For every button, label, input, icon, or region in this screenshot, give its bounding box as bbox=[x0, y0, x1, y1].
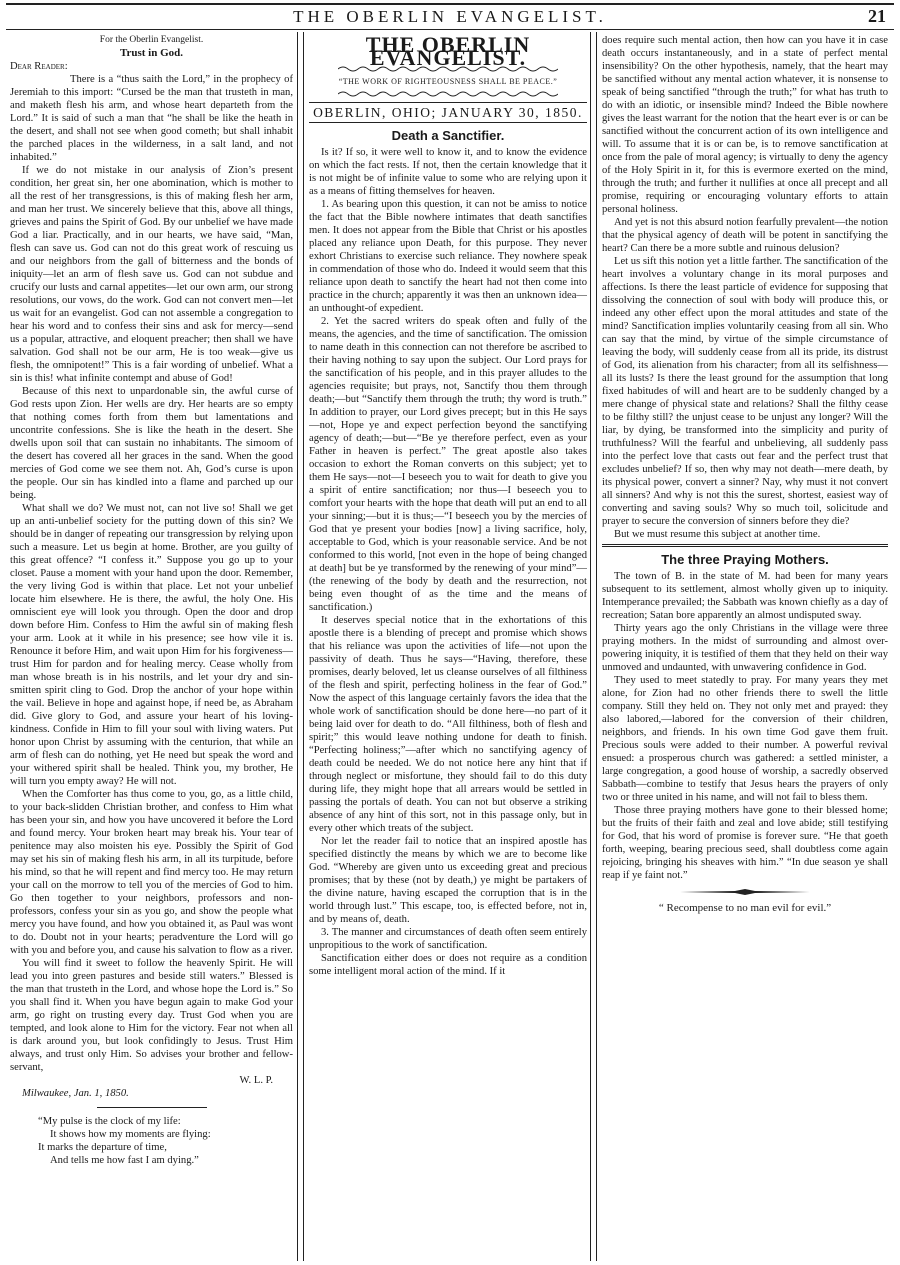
poem-line: It marks the departure of time, bbox=[38, 1142, 167, 1153]
page-number: 21 bbox=[868, 6, 886, 26]
paragraph: Let us sift this notion yet a little farther. The sanctification of the heart involves a voluntary change in its moral purposes and affections. Is there the least particle of evidence for supposing that dissolving the connection of soul with body will produce this, or indeed any other effect upon the moral attitudes and state of the mind? Sanctification implies voluntarily ceasing from all sin. Who can say that the mind, by virtue of the simple circumstance of leaving the body, will suddenly cease from all its pride, its distrust of God, its alienation from his character; from all its selfishness—all its lusts? Is there the least ground for the assumption that long fixed habitudes of will and heart are to be suddenly changed by a mere change of physical state and relations? Shall the filthy cease to be filthy still? the unjust cease to be unjust any longer? Will the liar, by dying, be transformed into the simplicity and purity of truthfulness? Will the fearful and unbelieving, all suddenly pass into the perfect love that casts out fear and the perfect trust that excludes unbelief? If so, then why may not death—mere death, by its physical power, convert a sinner? Nay, why must it not convert all sinners? And why is not this the surest, shortest, easiest way of converting and saving souls? Why so much toil, solicitude and prayer to secure the conversion of sinners before they die? bbox=[602, 256, 888, 527]
column-rule-left bbox=[297, 32, 304, 1261]
head-bottom-rule bbox=[6, 29, 894, 30]
salutation: Dear Reader: bbox=[10, 61, 68, 72]
poem-line: It shows how my moments are flying: bbox=[50, 1129, 211, 1140]
running-title: THE OBERLIN EVANGELIST. bbox=[293, 7, 607, 26]
place-date: Milwaukee, Jan. 1, 1850. bbox=[22, 1088, 129, 1099]
paragraph: 1. As bearing upon this question, it can not be amiss to notice the fact that the Bible nowhere intimates that death sanctifies men. It does not appear from the Bible that Christ or his apostles placed any reliance upon Death, for this purpose. They never exhort Christians to exercise such reliance. They nowhere speak in commendation of those who do. Indeed it would seem that this reliance upon death to sanctify the heart had not then come into practice in the church; apparently it was then an unknown idea—an unthought-of expedient. bbox=[309, 199, 587, 314]
signature: W. L. P. bbox=[239, 1075, 273, 1086]
middle-column bbox=[309, 34, 587, 1259]
article-heading-mothers: The three Praying Mothers. bbox=[661, 552, 829, 567]
poem bbox=[10, 1115, 293, 1167]
top-rule bbox=[6, 3, 894, 5]
right-column bbox=[602, 34, 888, 1259]
section-rule bbox=[602, 544, 888, 547]
masthead-motto: “THE WORK OF RIGHTEOUSNESS SHALL BE PEACE.” bbox=[338, 77, 558, 86]
paragraph: It deserves special notice that in the exhortations of this apostle there is a blending of precept and promise which shows that his reliance was upon the activities of life—not upon the passivity of death. Thus he says—“Having, therefore, these promises, dearly beloved, let us cleanse ourselves of all filthiness of the flesh and spirit, perfecting holiness in the fear of God.” Now the aspect of this language certainly favors the idea that the whole work of sanctification should be done here—no part of it being laid over for death to do. “All filthiness, both of flesh and spirit;” this would leave nothing undone for death to finish. “Perfecting holiness;”—after which no sanctifying agency of death could be needed. We do not notice here any hint that if through neglect or misfortune, they should fail to do this duty during life, they might hope that all arrears would be settled in passing the portals of death. You can not but observe a striking absence of any hint of this sort, not in this passage only, but in every other which treats of the subject. bbox=[309, 615, 587, 834]
closing-line: “ Recompense to no man evil for evil.” bbox=[658, 902, 832, 914]
ornamental-divider bbox=[680, 888, 810, 896]
column-rule-right bbox=[590, 32, 597, 1261]
paragraph: If we do not mistake in our analysis of Zion’s present condition, her great sin, her one abomination, which is mother to all the rest of her transgressions, is this of making flesh her arm, and man her trust. We sincerely believe that this, above all things, grieves and pains the Spirit of God. By our unbelief we have made God a liar. Practically, and in our hearts, we have said, “Man, flesh can save us. God can not do this great work of rescuing us and our neighbors from the gall of bitterness and the bonds of iniquity—let an arm of flesh save us. God can not subdue and crucify our lusts and carnal appetites—let our own arm, our strong resolutions, our vows, do the work. God can not convert men—let us wait for an evangelist. God can not assemble a congregation to hear his word and to confess their sins and ask for mercy—send us a popular, attractive, and eloquent preacher; then shall we have salvation. God shall not be our arm, He is too weak—give us flesh, the omnipotent!” This is a fair wording of unbelief. What a sin is this! what infinite contempt and abuse of God! bbox=[10, 165, 293, 384]
article-heading-death: Death a Sanctifier. bbox=[391, 128, 505, 143]
paragraph: 2. Yet the sacred writers do speak often and fully of the means, the agencies, and the time of sanctification. The omission to name death in this connection can not therefore be ascribed to their having nothing to say upon the subject. Our Lord prays for the sanctification of his people, and in this prayer alludes to the agencies requisite; but prays, not, Sanctify thou them through death;—but “Sanctify them through the truth; thy word is truth.” In addition to prayer, our Lord gives precept; but in this He says—not, Hope ye and expect perfection beyond the sanctifying agency of death;—but—“Be ye therefore perfect, even as your Father in heaven is perfect.” The great apostle also takes occasion to exhort the Roman converts on this subject; yet to them He says—not—I beseech you to wait for death to give you a spirit of entire sanctification; nor thus—I beseech you to comfort your hearts with the hope that death will put an end to all your sinning;—but it is thus;—“I beseech you by the mercies of God that ye present your bodies [now] a living sacrifice, holy, acceptable to God, which is your reasonable service. And be not conformed to this world, [not even in the hope of being changed at death] but be ye transformed by the renewing of your mind”—(the renewing of the body by death and the resurrection, not being even thought of as the time and the means of sanctification.) bbox=[309, 316, 587, 613]
divider bbox=[97, 1107, 207, 1108]
paragraph: They used to meet statedly to pray. For many years they met alone, for Zion had no other friends there to swell the little company. Still they held on. They not only met and prayed: they also labored,—labored for the conversion of their children, neighbors, and friends. In his own time God gave them fruit. Precious souls were added to their number. A powerful revival ensued: a prosperous church was gathered: a settled minister, a large congregation, a good house of worship, a sacredly observed Sabbath—combine to testify that Jesus hears the prayers of only two or three united in his name, and will not fail to bless them. bbox=[602, 675, 888, 803]
paragraph: When the Comforter has thus come to you, go, as a little child, to your back-slidden Christian brother, and confess to Him what has been your sin, and how you have uncovered it before the Lord and found mercy. Your broken heart may break his. Your tear of penitence may also moisten his eye. Possibly the Spirit of God may set his sin of making flesh his arm, in all its turpitude, before his mind, so that he will repent and find mercy too. He may return your call on the morrow to tell you of the mercies of God to him. Go then together to your neighbors, professors and non-professors, confess your sin as you go, and show the people what mercy you have found, and how you obtained it, as Paul was wont to do. Doubt not in your hearts; peradventure the Lord will go with you and before you, and cause his salvation to flow as a river. bbox=[10, 789, 293, 956]
paragraph: Sanctification either does or does not require as a condition some intelligent moral action of the mind. If it bbox=[309, 953, 587, 977]
source-line: For the Oberlin Evangelist. bbox=[99, 35, 204, 45]
masthead-dateline: OBERLIN, OHIO; JANUARY 30, 1850. bbox=[309, 102, 587, 123]
paragraph: Because of this next to unpardonable sin, the awful curse of God rests upon Zion. Her wells are dry. Her hearts are so empty that nothing comes forth from them but lamentations and uncontrite confessions. She is like the heath in the desert. She dwells upon soil that can sustain no inhabitants. The simoom of the desert has covered all her graces in the sand. When the good mercies of God come we see them not. Ah, God’s curse is upon the people. Our sin has kindled into a flame and parched up our being. bbox=[10, 386, 293, 501]
paragraph: Those three praying mothers have gone to their blessed home; but the fruits of their faith and zeal and love abide; still testifying for God, that his word of promise is forever sure. “He that goeth forth, weeping, bearing precious seed, shall doubtless come again rejoicing, bringing his sheaves with him.” “In due season ye shall reap if ye faint not.” bbox=[602, 805, 888, 881]
left-column bbox=[10, 34, 293, 1259]
masthead-title: THE OBERLIN EVANGELIST. bbox=[365, 34, 531, 70]
running-head bbox=[0, 0, 900, 30]
paragraph: Nor let the reader fail to notice that an inspired apostle has specified distinctly the means by which we are to become like God. “Whereby are given unto us exceeding great and precious promises; that by these (not by death,) ye might be partakers of the divine nature, having escaped the corruption that is in the world through lust.” This escape, too, is effected before, not in, and by means of, death. bbox=[309, 836, 587, 925]
paragraph: Thirty years ago the only Christians in the village were three praying mothers. In the midst of surrounding and almost over-powering iniquity, it is testified of them that they held on their way unmoved and undaunted, with unwavering confidence in God. bbox=[602, 623, 888, 673]
poem-line: And tells me how fast I am dying.” bbox=[50, 1155, 199, 1166]
paragraph: The town of B. in the state of M. had been for many years subsequent to its settlement, almost wholly given up to iniquity. Intemperance prevailed; the Sabbath was known chiefly as a day of recreation; Satan bore apparently an almost undisputed sway. bbox=[602, 571, 888, 621]
paragraph: There is a “thus saith the Lord,” in the prophecy of Jeremiah to this import: “Cursed be the man that trusteth in man, and maketh flesh his arm, and whose heart departeth from the Lord.” It is said of such a man that “he shall be like the heath in the desert, and shall not see when good cometh; but shall inhabit the parched places in the wilderness, in a salt land, and not inhabited.” bbox=[10, 74, 293, 163]
paragraph: What shall we do? We must not, can not live so! Shall we get up an anti-unbelief society for the putting down of this sin? We should be in danger of repeating our transgression by relying upon such a measure. Let us begin at home. Brother, are you guilty of this great offence? “I confess it.” Suppose you go up to your closet. Pause a moment with your hand upon the door. Remember, the very living God is within that place. Let not your unbelief locate him elsewhere. He is there, the awful, the holy One. His omniscient eye will look you through. Open the door and drop down before Him. Confess to Him the awful sin of making flesh your arm. Look at it while in his presence; see how vile it is. Renounce it before Him, and wait upon Him for his forgiveness—trust Him for pardon and for healing mercy. Cease wholly from man whose breath is in his nostrils, and let your dry and sin-smitten spirit cling to God. Drop the anchor of your hope within the vail. Believe in hope and against hope, if need be, as Abraham did. Give glory to God, and assure your heart of his loving-kindness. Confide in Him to fill your soul with living waters. Put honor upon Christ by assuming with the centurion, that while an arm of flesh can do nothing, yet He need but speak the word and your withered spirit shall be healed. Think you, my brother, He will turn you empty away? He will not. bbox=[10, 503, 293, 787]
wave-ornament-bottom bbox=[338, 90, 558, 98]
poem-line: “My pulse is the clock of my life: bbox=[38, 1116, 181, 1127]
paragraph: But we must resume this subject at another time. bbox=[614, 529, 821, 540]
paragraph: 3. The manner and circumstances of death often seem entirely unpropitious to the work of sanctification. bbox=[309, 927, 587, 951]
paragraph: Is it? If so, it were well to know it, and to know the evidence on which the fact rests. If not, then the certain knowledge that it is not might be of infinite value to some who are relying upon it as a means of fitting themselves for heaven. bbox=[309, 147, 587, 197]
paragraph: does require such mental action, then how can you have it in case death occurs instantaneously, and in a state of perfect mental insensibility? On the other hypothesis, namely, that the heart may be sanctified without any mental action whatever, it is nonsense to speak of being sanctified “through the truth;” for what has truth to do with an idiotic, or insensible mind? Indeed the Bible nowhere gives the least warrant for the notion that the heart ever is or can be sanctified without the concurrent action of its own intelligence and will. To assume that it is or can be, is to remove sanctification at once from the pale of moral agency; is virtually to deny the agency of the Holy Spirit in it, for this is evermore exerted on the mind, through the truth; and further it nullifies at once all precept and all promise, requiring or encouraging voluntary efforts to attain personal holiness. bbox=[602, 35, 888, 215]
article-heading-trust: Trust in God. bbox=[119, 47, 184, 59]
paragraph: And yet is not this absurd notion fearfully prevalent—the notion that the physical agency of death will be potent in sanctifying the heart? Can there be a more subtle and ruinous delusion? bbox=[602, 217, 888, 254]
paragraph: You will find it sweet to follow the heavenly Spirit. He will lead you into green pastures and beside still waters.” Blessed is the man that trusteth in the Lord, and whose hope the Lord is.” So you shall find it. When you have begun again to make God your arm, go right on trusting every day. Trust God when you are tempted, and look alone to Him for the victory. Fear not when all is dark around you, but look confidingly to Jesus. Trust Him always, and trust only Him. So advises your brother and fellow-servant, bbox=[10, 958, 293, 1073]
